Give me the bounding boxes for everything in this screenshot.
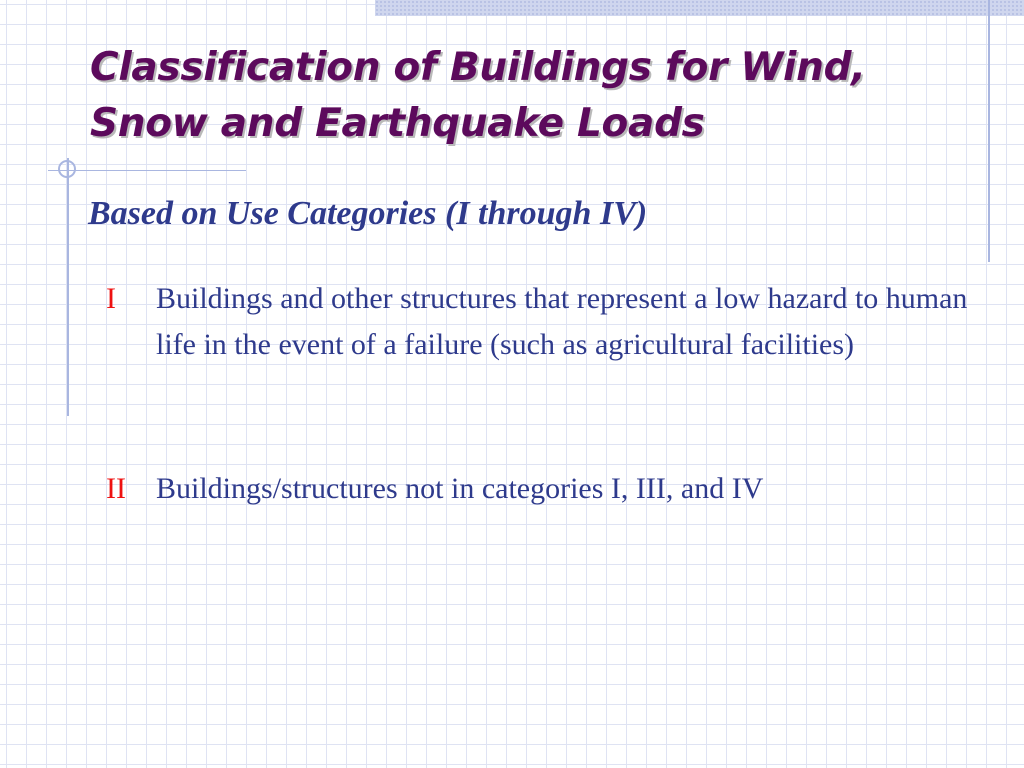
category-description: Buildings/structures not in categories I, III, and IV <box>156 472 764 505</box>
category-item-i <box>106 276 986 368</box>
decorative-ring <box>58 160 76 178</box>
slide-title <box>90 40 866 152</box>
category-label: I <box>106 282 116 315</box>
slide-title-line-2: Snow and Earthquake Loads <box>90 101 705 146</box>
decorative-title-underline <box>48 170 246 171</box>
category-label: II <box>106 472 126 505</box>
category-item-ii <box>106 466 986 512</box>
category-description: Buildings and other structures that represent a low hazard to human life in the event of a failure (such as agricultural facilities) <box>156 282 968 361</box>
slide-subtitle: Based on Use Categories (I through IV) <box>88 195 648 232</box>
decorative-right-line <box>988 0 990 262</box>
decorative-left-line <box>67 158 69 416</box>
decorative-top-band <box>375 0 1024 16</box>
slide-title-line-1: Classification of Buildings for Wind, <box>90 45 866 90</box>
